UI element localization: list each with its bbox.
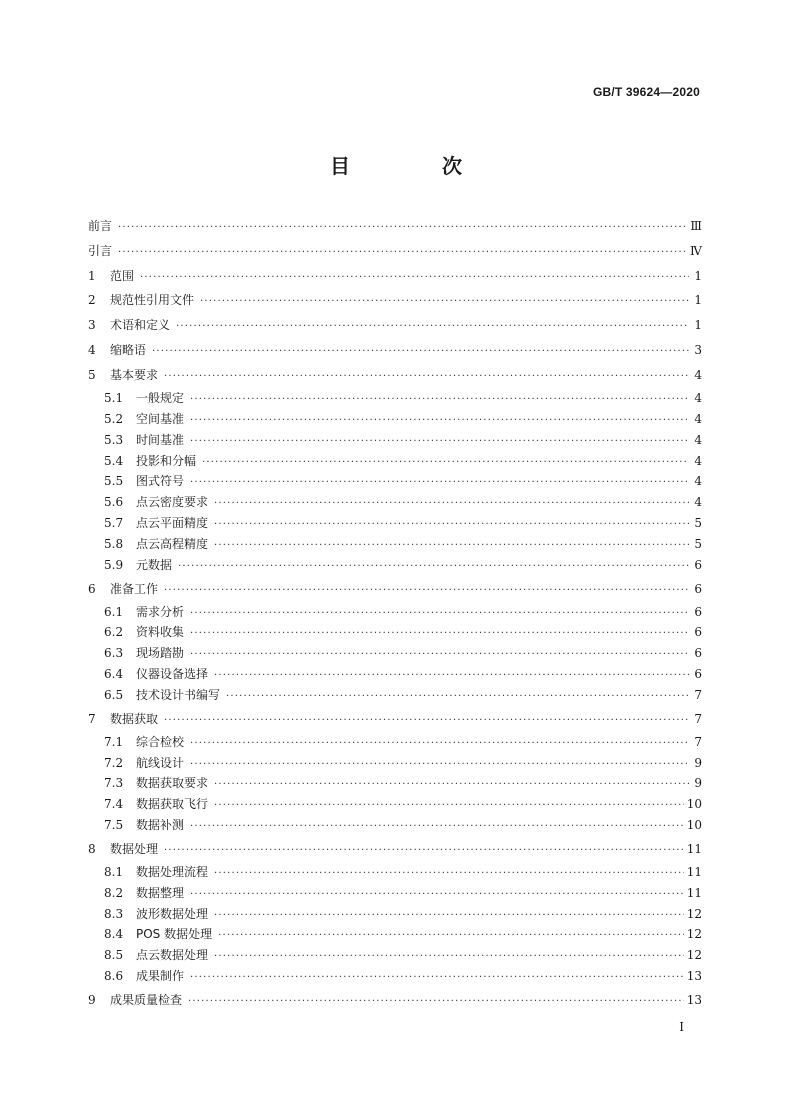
dot-leader <box>190 434 689 450</box>
toc-entry-page: 11 <box>686 864 702 879</box>
toc-entry-title: 前言 <box>88 219 113 233</box>
toc-entry-number: 8.2 <box>104 885 124 900</box>
toc-entry-page: 11 <box>686 841 702 856</box>
toc-entry-page: 6 <box>694 625 702 640</box>
toc-entry-title: 技术设计书编写 <box>136 688 221 703</box>
toc-entry-title: 仪器设备选择 <box>136 667 209 682</box>
toc-entry-page: 4 <box>694 474 702 489</box>
toc-entry-page: 9 <box>694 776 702 791</box>
toc-entry-page: 3 <box>694 343 702 357</box>
toc-entry-number: 8.4 <box>104 927 124 942</box>
toc-entry-title: 航线设计 <box>136 755 185 770</box>
toc-entry-title: 缩略语 <box>110 343 147 357</box>
toc-entry-title: 时间基准 <box>136 432 185 447</box>
toc-entry-page: 4 <box>694 367 702 382</box>
toc-entry-number: 5.7 <box>104 516 124 531</box>
toc-entry-page: 6 <box>694 646 702 661</box>
toc-entry-number: 6.5 <box>104 688 124 703</box>
toc-entry-title: 波形数据处理 <box>136 906 209 921</box>
toc-entry-number: 8.5 <box>104 948 124 963</box>
toc-entry-title: 数据补测 <box>136 818 185 833</box>
toc-entry-page: 1 <box>694 318 702 333</box>
toc-entry[interactable] <box>104 473 702 489</box>
dot-leader <box>190 413 689 429</box>
toc-entry-number: 7.2 <box>104 755 124 770</box>
toc-entry[interactable] <box>104 411 702 427</box>
toc-entry[interactable] <box>104 557 702 573</box>
toc-entry-title: 元数据 <box>136 558 173 572</box>
toc-entry-title: 基本要求 <box>110 367 159 382</box>
toc-entry[interactable] <box>88 581 702 597</box>
toc-entry[interactable] <box>104 885 702 901</box>
toc-entry-page: 11 <box>686 885 702 900</box>
toc-entry[interactable] <box>88 218 702 234</box>
dot-leader <box>188 994 684 1010</box>
toc-entry[interactable] <box>88 711 702 727</box>
toc-entry-title: 点云密度要求 <box>136 495 209 510</box>
dot-leader <box>226 689 689 705</box>
toc-entry[interactable] <box>88 317 702 333</box>
toc-entry-title: 数据处理 <box>110 841 159 856</box>
toc-entry[interactable] <box>88 268 702 284</box>
toc-entry[interactable] <box>88 342 702 358</box>
dot-leader <box>164 369 689 385</box>
toc-entry-number: 6.4 <box>104 667 124 682</box>
toc-entry-title: 投影和分幅 <box>136 453 197 468</box>
toc-entry-number: 5 <box>88 367 96 382</box>
dot-leader <box>164 843 684 859</box>
dot-leader <box>152 344 689 360</box>
toc-entry-page: 4 <box>694 453 702 468</box>
toc-entry[interactable] <box>104 536 702 552</box>
toc-entry[interactable] <box>104 453 702 469</box>
toc-entry-number: 8 <box>88 841 96 856</box>
toc-entry-number: 5.6 <box>104 495 124 510</box>
toc-entry-page: 1 <box>694 268 702 283</box>
toc-entry[interactable] <box>104 906 702 922</box>
toc-entry-number: 6 <box>88 581 96 596</box>
toc-entry-number: 6.2 <box>104 625 124 640</box>
toc-entry-page: Ⅲ <box>690 219 702 233</box>
toc-entry-number: 7 <box>88 711 96 726</box>
toc-entry-title: 数据处理流程 <box>136 864 209 879</box>
toc-entry-page: 5 <box>694 516 702 531</box>
toc-entry-number: 4 <box>88 343 96 357</box>
dot-leader <box>218 928 684 944</box>
dot-leader <box>200 294 689 310</box>
toc-entry[interactable] <box>104 775 702 791</box>
dot-leader <box>214 517 689 533</box>
toc-entry-title: 空间基准 <box>136 411 185 426</box>
dot-leader <box>190 736 689 752</box>
toc-entry-number: 9 <box>88 992 96 1007</box>
toc-entry-number: 1 <box>88 268 96 283</box>
toc-entry-number: 5.4 <box>104 453 124 468</box>
toc-entry[interactable] <box>104 947 702 963</box>
toc-entry[interactable] <box>104 494 702 510</box>
toc-entry-page: 4 <box>694 390 702 405</box>
toc-entry-number: 5.5 <box>104 474 124 489</box>
toc-entry[interactable] <box>104 432 702 448</box>
toc-entry[interactable] <box>104 645 702 661</box>
toc-entry-page: 6 <box>694 558 702 572</box>
toc-entry[interactable] <box>104 515 702 531</box>
toc-entry[interactable] <box>104 796 702 812</box>
toc-entry-number: 8.3 <box>104 906 124 921</box>
toc-entry-page: 7 <box>694 734 702 749</box>
dot-leader <box>140 270 689 286</box>
toc-entry-number: 5.2 <box>104 411 124 426</box>
dot-leader <box>164 583 689 599</box>
dot-leader <box>176 319 689 335</box>
toc-entry-title: 一般规定 <box>136 390 185 405</box>
toc-entry[interactable] <box>88 992 702 1008</box>
dot-leader <box>190 970 684 986</box>
dot-leader <box>190 606 689 622</box>
toc-entry-title: 引言 <box>88 243 113 258</box>
toc-entry-number: 3 <box>88 318 96 333</box>
dot-leader <box>214 538 689 554</box>
toc-entry-title: 范围 <box>110 268 135 283</box>
toc-entry-number: 7.3 <box>104 776 124 791</box>
toc-entry[interactable] <box>104 604 702 620</box>
toc-entry-number: 7.4 <box>104 797 124 812</box>
toc-entry-page: 13 <box>686 969 702 984</box>
toc-entry-page: 5 <box>694 537 702 552</box>
page-number: Ⅰ <box>679 1020 684 1034</box>
toc-entry-page: 4 <box>694 495 702 510</box>
toc-entry[interactable] <box>88 367 702 383</box>
toc-entry-number: 5.1 <box>104 390 124 405</box>
toc-entry-page: Ⅳ <box>690 243 702 258</box>
toc-entry-number: 6.3 <box>104 646 124 661</box>
toc-entry-page: 7 <box>694 711 702 726</box>
dot-leader <box>190 887 684 903</box>
toc-entry-number: 7.1 <box>104 734 124 749</box>
dot-leader <box>190 819 684 835</box>
dot-leader <box>178 559 689 575</box>
toc-entry-title: 点云高程精度 <box>136 537 209 552</box>
toc-entry-page: 12 <box>686 927 702 942</box>
dot-leader <box>118 245 687 261</box>
document-code: GB/T 39624—2020 <box>592 85 700 99</box>
toc-entry-number: 7.5 <box>104 818 124 833</box>
toc-entry[interactable] <box>88 243 702 259</box>
toc-entry-number: 5.9 <box>104 558 124 572</box>
dot-leader <box>164 713 689 729</box>
toc-entry[interactable] <box>104 624 702 640</box>
toc-entry-page: 6 <box>694 581 702 596</box>
toc-entry[interactable] <box>88 292 702 308</box>
dot-leader <box>214 496 689 512</box>
dot-leader <box>190 757 689 773</box>
page-title: 目 次 <box>330 154 498 178</box>
toc-entry[interactable] <box>104 817 702 833</box>
toc-entry-number: 8.1 <box>104 864 124 879</box>
toc-entry-title: 数据获取要求 <box>136 776 209 791</box>
toc-entry-title: 综合检校 <box>136 734 185 749</box>
toc-entry[interactable] <box>104 864 702 880</box>
toc-entry-title: 数据获取飞行 <box>136 797 209 812</box>
toc-entry[interactable] <box>104 666 702 682</box>
dot-leader <box>202 455 689 471</box>
toc-entry-title: 点云平面精度 <box>136 516 209 531</box>
toc-entry-title: 成果质量检查 <box>110 992 183 1007</box>
dot-leader <box>190 475 689 491</box>
dot-leader <box>214 866 684 882</box>
dot-leader <box>118 220 687 236</box>
toc-entry-page: 1 <box>694 293 702 308</box>
toc-entry-number: 6.1 <box>104 604 124 619</box>
toc-entry-title: 图式符号 <box>136 474 185 489</box>
toc-entry-title: 需求分析 <box>136 604 185 619</box>
toc-entry-title: 数据获取 <box>110 711 159 726</box>
toc-entry[interactable] <box>104 755 702 771</box>
toc-entry-page: 6 <box>694 667 702 682</box>
toc-entry-number: 5.8 <box>104 537 124 552</box>
toc-entry[interactable] <box>104 926 702 942</box>
toc-entry-title: 术语和定义 <box>110 318 171 333</box>
dot-leader <box>190 392 689 408</box>
toc-entry-title: 准备工作 <box>110 581 159 596</box>
toc-entry-title: 点云数据处理 <box>136 948 209 963</box>
toc-entry-page: 12 <box>686 906 702 921</box>
toc-entry-number: 2 <box>88 293 96 308</box>
dot-leader <box>214 668 689 684</box>
dot-leader <box>214 908 684 924</box>
toc-entry[interactable] <box>104 734 702 750</box>
toc-entry-page: 10 <box>686 797 702 812</box>
toc-entry-page: 4 <box>694 411 702 426</box>
toc-entry-page: 10 <box>686 818 702 833</box>
toc-entry[interactable] <box>88 841 702 857</box>
toc-entry-title: 资料收集 <box>136 625 185 640</box>
toc-entry-page: 12 <box>686 948 702 963</box>
dot-leader <box>190 647 689 663</box>
toc-entry-title: POS 数据处理 <box>136 927 213 942</box>
dot-leader <box>214 798 684 814</box>
toc-entry-title: 数据整理 <box>136 885 185 900</box>
toc-entry[interactable] <box>104 687 702 703</box>
toc-entry-number: 5.3 <box>104 432 124 447</box>
toc-entry-page: 13 <box>686 992 702 1007</box>
toc-entry[interactable] <box>104 390 702 406</box>
toc-entry-page: 6 <box>694 604 702 619</box>
dot-leader <box>214 777 689 793</box>
toc-entry-page: 4 <box>694 432 702 447</box>
dot-leader <box>190 626 689 642</box>
toc-entry-title: 规范性引用文件 <box>110 293 195 308</box>
toc-entry-page: 7 <box>694 688 702 703</box>
toc-entry[interactable] <box>104 968 702 984</box>
toc-entry-page: 9 <box>694 755 702 770</box>
toc-entry-title: 成果制作 <box>136 969 185 984</box>
toc-entry-number: 8.6 <box>104 969 124 984</box>
dot-leader <box>214 949 684 965</box>
toc-entry-title: 现场踏勘 <box>136 646 185 661</box>
